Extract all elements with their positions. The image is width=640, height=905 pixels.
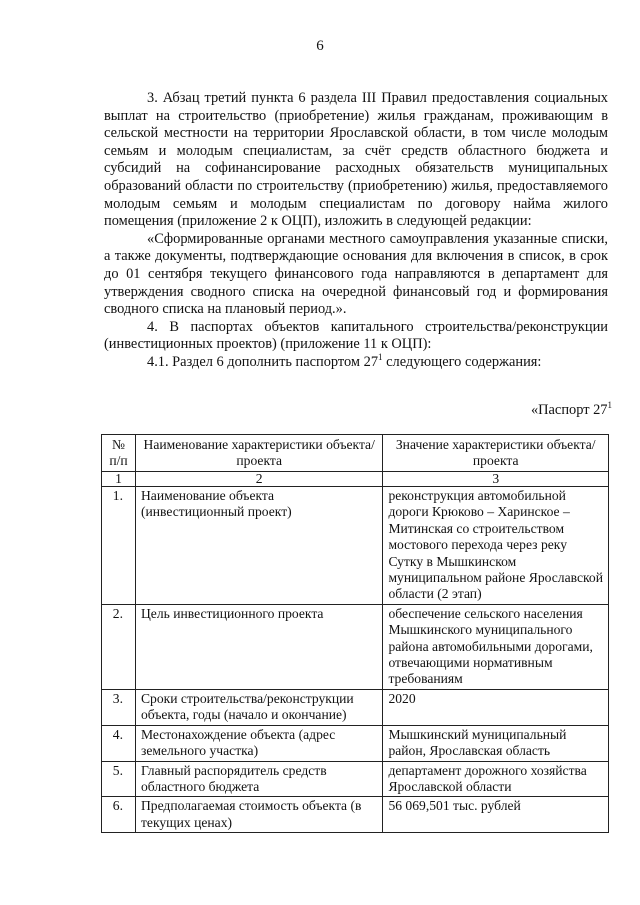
paragraph-quote: «Сформированные органами местного самоуправления указанные списки, а также документы, подтверждающие основания для включения в список, в срок до 01 сентября текущего финансового года направляются в департамент для утверждения сводного списка на очередной финансовый год и формирования сводного списка на плановый период.». [104,230,608,318]
passport-table [101,434,609,833]
passport-label-sup: 1 [607,400,612,411]
paragraph-4-1 [104,354,608,372]
row-name: Главный распорядитель средств областного бюджета [135,761,382,797]
header-number: № п/п [102,435,136,472]
table-row [102,487,609,605]
row-name: Сроки строительства/реконструкции объекта, годы (начало и окончание) [135,689,382,725]
row-number: 2. [102,604,136,689]
table-row [102,689,609,725]
paragraph-4-1-text: 4.1. Раздел 6 дополнить паспортом 27 [147,353,379,370]
table-header-row [102,435,609,472]
column-number: 3 [383,472,609,487]
row-value: Мышкинский муниципальный район, Ярославская область [383,725,609,761]
row-value: 56 069,501 тыс. рублей [383,797,609,833]
column-number-row [102,472,609,487]
table-row [102,797,609,833]
row-value: обеспечение сельского населения Мышкинского муниципального района автомобильными дорогами, отвечающими нормативным требованиям [383,604,609,689]
header-name: Наименование характеристики объекта/проекта [135,435,382,472]
page-number: 6 [316,38,324,54]
row-value: реконструкция автомобильной дороги Крюково – Харинское – Митинская со строительством мостового перехода через реку Сутку в Мышкинском муниципальном районе Ярославской области (2 этап) [383,487,609,605]
body-text [104,90,608,372]
row-number: 5. [102,761,136,797]
paragraph-3: 3. Абзац третий пункта 6 раздела III Правил предоставления социальных выплат на строительство (приобретение) жилья гражданам, проживающим в сельской местности на территории Ярославской области, в том числе молодым семьям и молодым специалистам, за счёт средств областного бюджета и субсидий на софинансирование расходных обязательств муниципальных образований области по строительству (приобретению) жилья, предоставляемого молодым семьям и молодым специалистам по договору найма жилого помещения (приложение 2 к ОЦП), изложить в следующей редакции: [104,90,608,230]
paragraph-4-1-tail: следующего содержания: [382,353,542,370]
row-value: 2020 [383,689,609,725]
column-number: 2 [135,472,382,487]
row-number: 1. [102,487,136,605]
row-number: 6. [102,797,136,833]
row-name: Предполагаемая стоимость объекта (в текущих ценах) [135,797,382,833]
table-row [102,604,609,689]
row-value: департамент дорожного хозяйства Ярославской области [383,761,609,797]
passport-label-text: «Паспорт 27 [530,402,608,418]
header-value: Значение характеристики объекта/проекта [383,435,609,472]
table-row [102,725,609,761]
row-name: Цель инвестиционного проекта [135,604,382,689]
row-number: 3. [102,689,136,725]
column-number: 1 [102,472,136,487]
row-number: 4. [102,725,136,761]
row-name: Наименование объекта (инвестиционный проект) [135,487,382,605]
row-name: Местонахождение объекта (адрес земельного участка) [135,725,382,761]
passport-label [531,402,612,419]
paragraph-4: 4. В паспортах объектов капитального строительства/реконструкции (инвестиционных проектов) (приложение 11 к ОЦП): [104,318,608,353]
table-row [102,761,609,797]
paragraph-4-1-sup: 1 [378,352,383,363]
